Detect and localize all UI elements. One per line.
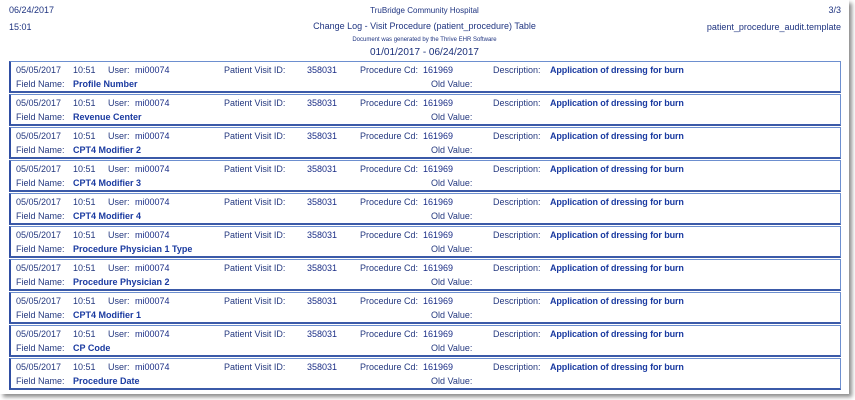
print-date: 06/24/2017 xyxy=(9,5,55,15)
description-label: Description: xyxy=(493,296,541,306)
description-label: Description: xyxy=(493,164,541,174)
record-date: 05/05/2017 xyxy=(16,164,62,174)
page-number: 3/3 xyxy=(828,5,841,15)
record-date: 05/05/2017 xyxy=(16,98,62,108)
record-list xyxy=(9,61,841,391)
user-value: mi00074 xyxy=(135,230,170,240)
log-record xyxy=(9,94,841,126)
procedure-code-value: 161969 xyxy=(423,329,454,339)
field-name-label: Field Name: xyxy=(16,277,65,287)
old-value-label: Old Value: xyxy=(431,277,473,287)
procedure-code-label: Procedure Cd: xyxy=(360,197,419,207)
description-value: Application of dressing for burn xyxy=(550,296,684,306)
field-name-value: CPT4 Modifier 2 xyxy=(73,145,142,155)
log-record xyxy=(9,226,841,258)
procedure-code-label: Procedure Cd: xyxy=(360,131,419,141)
old-value-label: Old Value: xyxy=(431,376,473,386)
procedure-code-label: Procedure Cd: xyxy=(360,65,419,75)
hospital-name: TruBridge Community Hospital xyxy=(370,6,479,15)
record-date: 05/05/2017 xyxy=(16,197,62,207)
user-label: User: xyxy=(108,65,130,75)
procedure-code-value: 161969 xyxy=(423,263,454,273)
field-name-value: Revenue Center xyxy=(73,112,142,122)
field-name-value: Procedure Physician 2 xyxy=(73,277,170,287)
user-value: mi00074 xyxy=(135,65,170,75)
old-value-label: Old Value: xyxy=(431,178,473,188)
log-record xyxy=(9,325,841,357)
visit-id-label: Patient Visit ID: xyxy=(224,164,286,174)
visit-id-value: 358031 xyxy=(307,362,338,372)
field-name-value: CP Code xyxy=(73,343,111,353)
user-label: User: xyxy=(108,98,130,108)
procedure-code-value: 161969 xyxy=(423,197,454,207)
record-date: 05/05/2017 xyxy=(16,65,62,75)
visit-id-label: Patient Visit ID: xyxy=(224,230,286,240)
user-label: User: xyxy=(108,362,130,372)
user-value: mi00074 xyxy=(135,362,170,372)
visit-id-label: Patient Visit ID: xyxy=(224,263,286,273)
visit-id-value: 358031 xyxy=(307,65,338,75)
record-time: 10:51 xyxy=(73,230,96,240)
record-time: 10:51 xyxy=(73,362,96,372)
user-label: User: xyxy=(108,230,130,240)
description-label: Description: xyxy=(493,197,541,207)
user-label: User: xyxy=(108,263,130,273)
record-time: 10:51 xyxy=(73,296,96,306)
visit-id-value: 358031 xyxy=(307,329,338,339)
user-value: mi00074 xyxy=(135,98,170,108)
visit-id-value: 358031 xyxy=(307,98,338,108)
user-value: mi00074 xyxy=(135,296,170,306)
visit-id-value: 358031 xyxy=(307,131,338,141)
field-name-label: Field Name: xyxy=(16,145,65,155)
description-label: Description: xyxy=(493,98,541,108)
user-label: User: xyxy=(108,197,130,207)
description-value: Application of dressing for burn xyxy=(550,197,684,207)
field-name-value: CPT4 Modifier 3 xyxy=(73,178,142,188)
visit-id-value: 358031 xyxy=(307,230,338,240)
record-time: 10:51 xyxy=(73,131,96,141)
visit-id-label: Patient Visit ID: xyxy=(224,131,286,141)
field-name-value: Profile Number xyxy=(73,79,138,89)
description-value: Application of dressing for burn xyxy=(550,98,684,108)
old-value-label: Old Value: xyxy=(431,79,473,89)
record-date: 05/05/2017 xyxy=(16,131,62,141)
procedure-code-value: 161969 xyxy=(423,230,454,240)
old-value-label: Old Value: xyxy=(431,211,473,221)
record-time: 10:51 xyxy=(73,329,96,339)
log-record xyxy=(9,61,841,93)
log-record xyxy=(9,127,841,159)
description-value: Application of dressing for burn xyxy=(550,230,684,240)
field-name-value: CPT4 Modifier 1 xyxy=(73,310,142,320)
field-name-label: Field Name: xyxy=(16,376,65,386)
old-value-label: Old Value: xyxy=(431,310,473,320)
record-time: 10:51 xyxy=(73,98,96,108)
description-label: Description: xyxy=(493,65,541,75)
record-time: 10:51 xyxy=(73,263,96,273)
description-value: Application of dressing for burn xyxy=(550,131,684,141)
description-value: Application of dressing for burn xyxy=(550,263,684,273)
visit-id-value: 358031 xyxy=(307,164,338,174)
user-label: User: xyxy=(108,296,130,306)
user-value: mi00074 xyxy=(135,164,170,174)
field-name-label: Field Name: xyxy=(16,310,65,320)
visit-id-label: Patient Visit ID: xyxy=(224,197,286,207)
record-date: 05/05/2017 xyxy=(16,362,62,372)
old-value-label: Old Value: xyxy=(431,244,473,254)
visit-id-value: 358031 xyxy=(307,263,338,273)
record-date: 05/05/2017 xyxy=(16,329,62,339)
visit-id-label: Patient Visit ID: xyxy=(224,362,286,372)
procedure-code-label: Procedure Cd: xyxy=(360,98,419,108)
visit-id-label: Patient Visit ID: xyxy=(224,65,286,75)
description-value: Application of dressing for burn xyxy=(550,65,684,75)
procedure-code-value: 161969 xyxy=(423,362,454,372)
field-name-label: Field Name: xyxy=(16,112,65,122)
procedure-code-value: 161969 xyxy=(423,164,454,174)
user-label: User: xyxy=(108,329,130,339)
old-value-label: Old Value: xyxy=(431,145,473,155)
old-value-label: Old Value: xyxy=(431,112,473,122)
log-record xyxy=(9,259,841,291)
description-label: Description: xyxy=(493,230,541,240)
procedure-code-label: Procedure Cd: xyxy=(360,164,419,174)
field-name-label: Field Name: xyxy=(16,343,65,353)
user-value: mi00074 xyxy=(135,329,170,339)
procedure-code-label: Procedure Cd: xyxy=(360,329,419,339)
field-name-label: Field Name: xyxy=(16,178,65,188)
field-name-value: Procedure Physician 1 Type xyxy=(73,244,193,254)
visit-id-value: 358031 xyxy=(307,197,338,207)
visit-id-label: Patient Visit ID: xyxy=(224,329,286,339)
log-record xyxy=(9,160,841,192)
field-name-label: Field Name: xyxy=(16,211,65,221)
field-name-label: Field Name: xyxy=(16,79,65,89)
visit-id-label: Patient Visit ID: xyxy=(224,98,286,108)
field-name-value: CPT4 Modifier 4 xyxy=(73,211,142,221)
field-name-value: Procedure Date xyxy=(73,376,140,386)
log-record xyxy=(9,292,841,324)
description-label: Description: xyxy=(493,362,541,372)
procedure-code-label: Procedure Cd: xyxy=(360,230,419,240)
description-label: Description: xyxy=(493,131,541,141)
field-name-label: Field Name: xyxy=(16,244,65,254)
user-value: mi00074 xyxy=(135,263,170,273)
generated-note: Document was generated by the Thrive EHR Software xyxy=(352,37,497,43)
procedure-code-label: Procedure Cd: xyxy=(360,296,419,306)
log-record xyxy=(9,358,841,390)
old-value-label: Old Value: xyxy=(431,343,473,353)
print-time: 15:01 xyxy=(9,22,32,32)
description-value: Application of dressing for burn xyxy=(550,362,684,372)
procedure-code-label: Procedure Cd: xyxy=(360,362,419,372)
user-label: User: xyxy=(108,131,130,141)
description-value: Application of dressing for burn xyxy=(550,329,684,339)
report-title: Change Log - Visit Procedure (patient_procedure) Table xyxy=(313,21,536,31)
procedure-code-label: Procedure Cd: xyxy=(360,263,419,273)
procedure-code-value: 161969 xyxy=(423,65,454,75)
record-time: 10:51 xyxy=(73,197,96,207)
record-date: 05/05/2017 xyxy=(16,263,62,273)
record-time: 10:51 xyxy=(73,65,96,75)
user-value: mi00074 xyxy=(135,131,170,141)
procedure-code-value: 161969 xyxy=(423,296,454,306)
description-label: Description: xyxy=(493,329,541,339)
date-range: 01/01/2017 - 06/24/2017 xyxy=(370,47,479,58)
description-value: Application of dressing for burn xyxy=(550,164,684,174)
record-date: 05/05/2017 xyxy=(16,230,62,240)
user-label: User: xyxy=(108,164,130,174)
visit-id-value: 358031 xyxy=(307,296,338,306)
description-label: Description: xyxy=(493,263,541,273)
procedure-code-value: 161969 xyxy=(423,98,454,108)
visit-id-label: Patient Visit ID: xyxy=(224,296,286,306)
record-date: 05/05/2017 xyxy=(16,296,62,306)
procedure-code-value: 161969 xyxy=(423,131,454,141)
user-value: mi00074 xyxy=(135,197,170,207)
log-record xyxy=(9,193,841,225)
template-name: patient_procedure_audit.template xyxy=(706,22,841,32)
record-time: 10:51 xyxy=(73,164,96,174)
